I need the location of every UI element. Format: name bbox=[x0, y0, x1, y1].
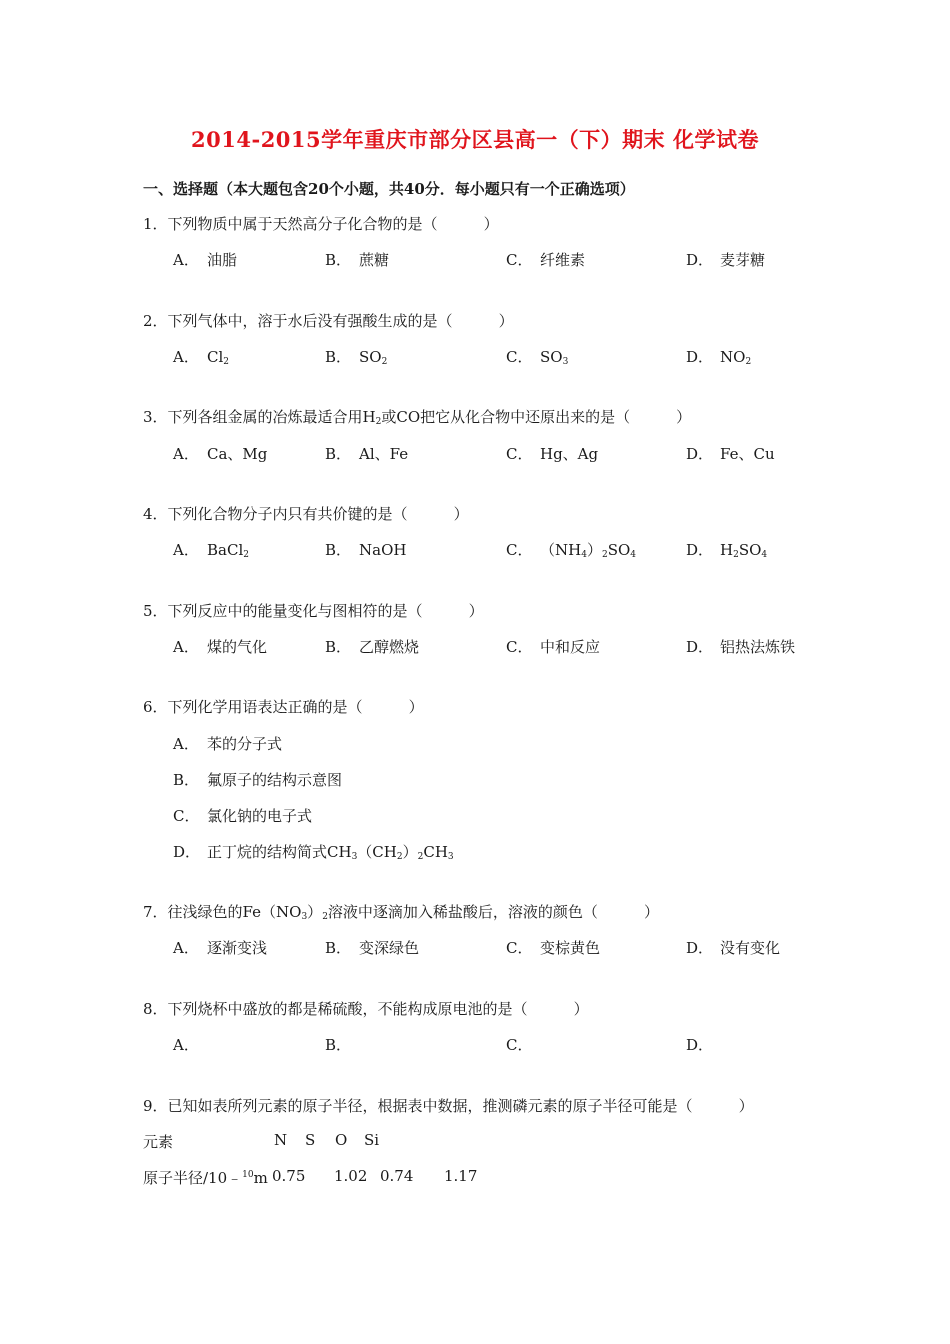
table-cell-element: O bbox=[335, 1131, 348, 1149]
question-8: 8．下列烧杯中盛放的都是稀硫酸，不能构成原电池的是（ ） bbox=[143, 1000, 589, 1018]
q3-option-a: A． Ca、Mg bbox=[173, 445, 268, 463]
table-cell-element: S bbox=[305, 1131, 316, 1149]
page-title: 2014-2015学年重庆市部分区县高一（下）期末 化学试卷 bbox=[191, 127, 759, 152]
q2-option-d: D． $NO_2$ bbox=[686, 348, 752, 367]
q7-option-b: B． 变深绿色 bbox=[325, 939, 420, 957]
question-text: 下列物质中属于天然高分子化合物的是（ bbox=[167, 215, 438, 233]
table-cell-radius: 1.17 bbox=[444, 1167, 478, 1185]
q6-option-a: A． 苯的分子式 bbox=[173, 735, 283, 753]
question-text: 下列气体中，溶于水后没有强酸生成的是（ bbox=[167, 312, 453, 330]
table-cell-element: Si bbox=[364, 1131, 380, 1149]
q6-option-d: D． 正丁烷的结构简式$CH_3(CH_2)_2CH_3$ bbox=[173, 843, 454, 862]
question-5: 5．下列反应中的能量变化与图相符的是（ ） bbox=[143, 602, 484, 620]
q4-option-a: A． BaCl$_2$ bbox=[173, 541, 249, 560]
q7-option-a: A． 逐渐变浅 bbox=[173, 939, 268, 957]
q4-option-c: C． $(NH_4)_2SO_4$ bbox=[506, 541, 637, 560]
question-6: 6．下列化学用语表达正确的是（ ） bbox=[143, 698, 424, 716]
q2-option-a: A． $Cl_2$ bbox=[173, 348, 230, 367]
table-row-label-radius: 原子半径/10﹣$^{10}$m bbox=[143, 1169, 268, 1187]
question-7: 7．往浅绿色的$Fe(NO_3)_2$溶液中逐滴加入稀盐酸后，溶液的颜色（ ） bbox=[143, 903, 659, 922]
q7-option-c: C． 变棕黄色 bbox=[506, 939, 601, 957]
q8-option-a: A． bbox=[173, 1036, 199, 1054]
table-cell-element: N bbox=[274, 1131, 288, 1149]
q1-option-b: B． 蔗糖 bbox=[325, 251, 390, 269]
q3-option-c: C． Hg、Ag bbox=[506, 445, 599, 463]
q5-option-b: B． 乙醇燃烧 bbox=[325, 638, 420, 656]
q6-option-c: C． 氯化钠的电子式 bbox=[173, 807, 313, 825]
q8-option-b: B． bbox=[325, 1036, 352, 1054]
q5-option-d: D． 铝热法炼铁 bbox=[686, 638, 796, 656]
q1-option-a: A． 油脂 bbox=[173, 251, 238, 269]
q8-option-c: C． bbox=[506, 1036, 533, 1054]
q3-option-b: B． Al、Fe bbox=[325, 445, 409, 463]
q2-option-b: B． $SO_2$ bbox=[325, 348, 388, 367]
table-cell-radius: 0.74 bbox=[380, 1167, 414, 1185]
question-number: 1． bbox=[143, 215, 168, 233]
question-4: 4．下列化合物分子内只有共价键的是（ ） bbox=[143, 505, 469, 523]
section-heading: 一、选择题（本大题包含20个小题，共40分．每小题只有一个正确选项） bbox=[143, 180, 635, 198]
question-2: 2．下列气体中，溶于水后没有强酸生成的是（ ） bbox=[143, 312, 514, 330]
q1-option-d: D． 麦芽糖 bbox=[686, 251, 766, 269]
table-row-label-element: 元素 bbox=[143, 1133, 174, 1151]
question-1: 1．下列物质中属于天然高分子化合物的是（ ） bbox=[143, 215, 499, 233]
q6-option-b: B． 氟原子的结构示意图 bbox=[173, 771, 343, 789]
q1-option-c: C． 纤维素 bbox=[506, 251, 586, 269]
q4-option-d: D． $H_2SO_4$ bbox=[686, 541, 768, 560]
q4-option-b: B． NaOH bbox=[325, 541, 407, 559]
q5-option-a: A． 煤的气化 bbox=[173, 638, 268, 656]
q7-option-d: D． 没有变化 bbox=[686, 939, 781, 957]
table-cell-radius: 1.02 bbox=[334, 1167, 368, 1185]
question-9: 9．已知如表所列元素的原子半径，根据表中数据，推测磷元素的原子半径可能是（ ） bbox=[143, 1097, 754, 1115]
q8-option-d: D． bbox=[686, 1036, 714, 1054]
q3-option-d: D． Fe、Cu bbox=[686, 445, 775, 463]
q2-option-c: C． $SO_3$ bbox=[506, 348, 569, 367]
q5-option-c: C． 中和反应 bbox=[506, 638, 601, 656]
table-cell-radius: 0.75 bbox=[272, 1167, 306, 1185]
question-3: 3．下列各组金属的冶炼最适合用$H_2$或CO把它从化合物中还原出来的是（ ） bbox=[143, 408, 692, 427]
